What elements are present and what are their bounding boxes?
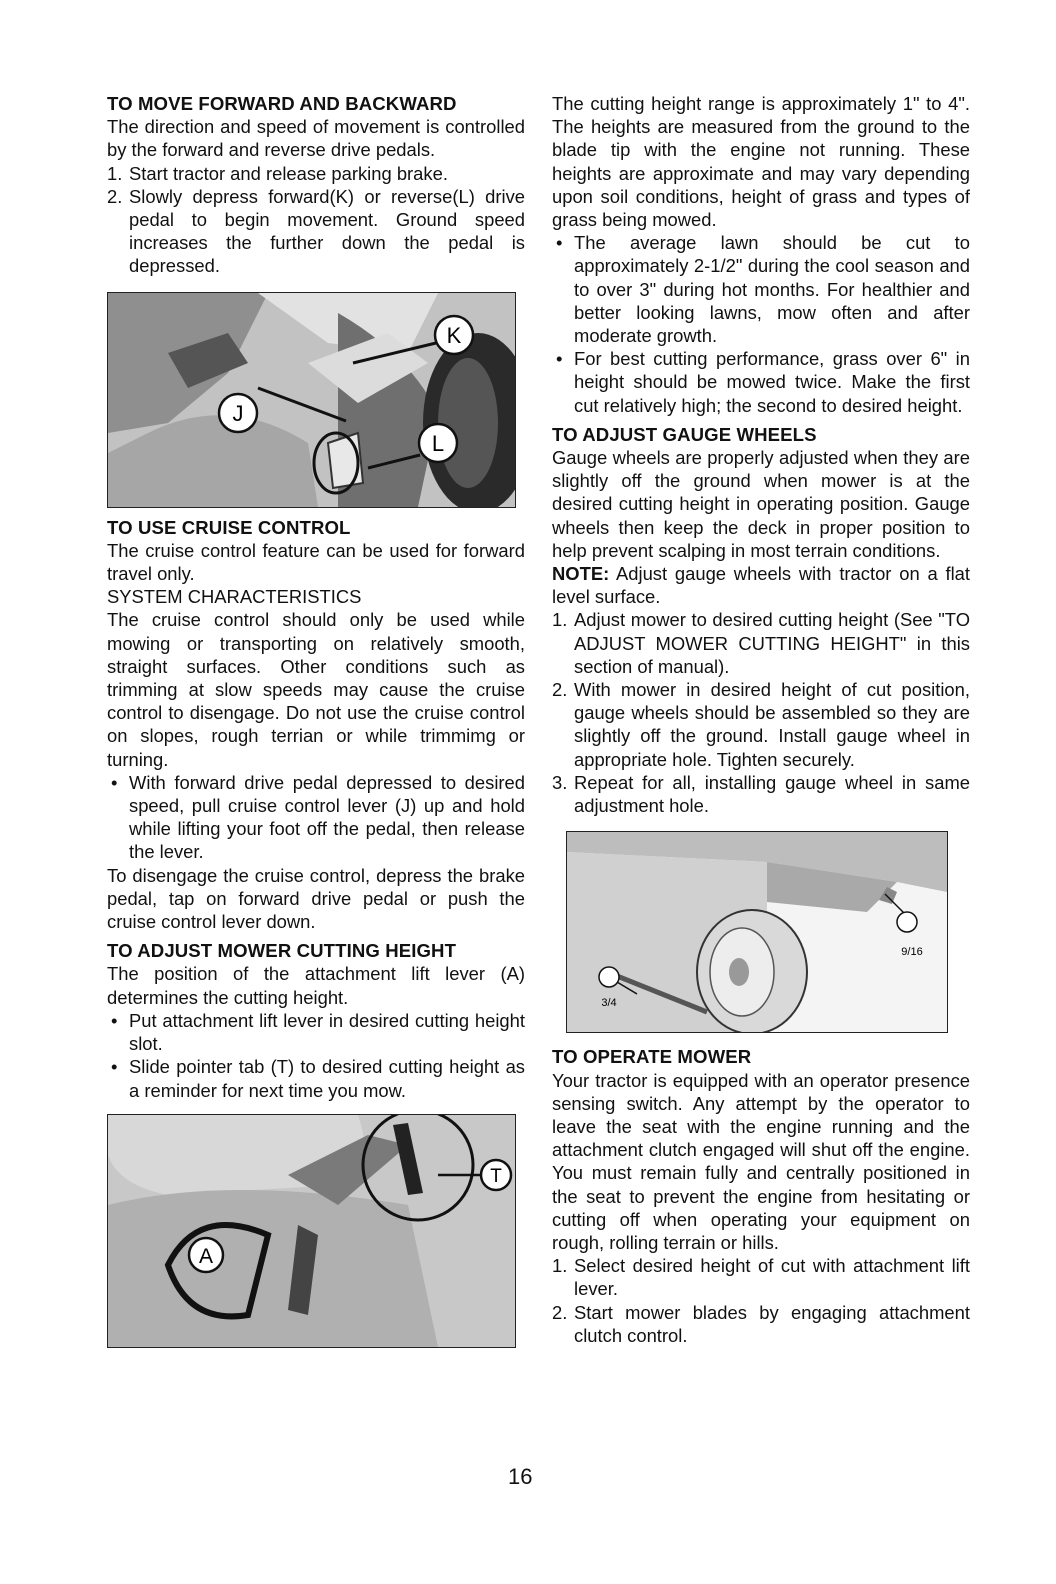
gauge-wheels-steps: [552, 608, 970, 817]
cutting-height-intro: The position of the attachment lift lever (A) determines the cutting height.: [107, 963, 525, 1008]
step-number: 2.: [552, 1301, 568, 1323]
figure-lift-lever: [107, 1114, 516, 1348]
lift-lever-illustration: [108, 1115, 515, 1347]
bullet-dot-icon: •: [556, 348, 563, 370]
bullet-text: With forward drive pedal depressed to desired speed, pull cruise control lever (J) up and hold while lifting your foot off the pedal, then release the lever.: [129, 771, 525, 863]
bullet-item: [107, 771, 525, 864]
bullet-item: [552, 347, 970, 417]
right-column: [552, 92, 970, 1347]
bullet-item: [552, 231, 970, 347]
step-text: Slowly depress forward(K) or reverse(L) drive pedal to begin movement. Ground speed increases the further down the pedal is depressed.: [129, 185, 525, 277]
step-number: 1.: [552, 1255, 568, 1277]
label-bolt-size: 3/4: [601, 997, 617, 1010]
heading-cutting-height: TO ADJUST MOWER CUTTING HEIGHT: [107, 940, 457, 962]
step-text: Start tractor and release parking brake.: [129, 162, 448, 184]
gauge-wheels-intro: Gauge wheels are properly adjusted when they are slightly off the ground when mower is at the desired cutting height in operating position. Gauge wheels then keep the deck in proper position to help prevent scalping in most terrain conditions.: [552, 447, 970, 561]
step-number: 1.: [107, 162, 123, 184]
label-j: J: [232, 400, 244, 426]
step-item: [552, 678, 970, 771]
step-text: Repeat for all, installing gauge wheel in same adjustment hole.: [574, 771, 970, 817]
step-number: 2.: [107, 185, 123, 207]
step-number: 1.: [552, 609, 568, 631]
page-number: 16: [508, 1464, 533, 1489]
step-item: [552, 1254, 970, 1300]
step-item: [552, 1301, 970, 1347]
bullet-item: [107, 1009, 525, 1055]
cutting-height-bullets: [107, 1009, 525, 1102]
mowing-tips-bullets: [552, 231, 970, 417]
note-label: NOTE:: [552, 563, 610, 585]
left-column: [107, 92, 525, 1356]
heading-operate-mower: TO OPERATE MOWER: [552, 1046, 752, 1068]
drive-pedals-illustration: [108, 293, 515, 507]
bullet-dot-icon: •: [111, 771, 118, 793]
figure-drive-pedals: [107, 292, 516, 508]
forward-backward-steps: [107, 162, 525, 278]
gauge-wheels-note: [552, 562, 970, 608]
step-number: 3.: [552, 771, 568, 793]
step-item: [552, 771, 970, 817]
operate-body: Your tractor is equipped with an operator presence sensing switch. Any attempt by the operator to leave the seat with the engine running and the attachment clutch engaged will shut off the engine. You must remain fully and centrally positioned in the seat to prevent the engine from hesitating or cutting off when operating your equipment on rough, rolling terrain or hills.: [552, 1069, 970, 1253]
system-characteristics-subheading: SYSTEM CHARACTERISTICS: [107, 586, 362, 608]
label-nut-size: 9/16: [901, 946, 923, 959]
bullet-text: Put attachment lift lever in desired cutting height slot.: [129, 1009, 525, 1055]
forward-backward-intro: The direction and speed of movement is controlled by the forward and reverse drive pedals.: [107, 116, 525, 161]
figure-gauge-wheel: [566, 831, 948, 1033]
label-t: T: [490, 1165, 502, 1187]
heading-forward-backward: TO MOVE FORWARD AND BACKWARD: [107, 93, 457, 114]
step-number: 2.: [552, 679, 568, 701]
step-item: [107, 162, 525, 185]
step-text: Select desired height of cut with attachment lift lever.: [574, 1255, 970, 1300]
operate-steps: [552, 1254, 970, 1347]
cruise-bullets: [107, 771, 525, 864]
bullet-text: For best cutting performance, grass over 6" in height should be mowed twice. Make the first cut relatively high; the second to desired height.: [574, 348, 970, 416]
label-a: A: [198, 1244, 214, 1268]
step-text: With mower in desired height of cut position, gauge wheels should be assembled so they are slightly off the ground. Install gauge wheel in appropriate hole. Tighten securely.: [574, 679, 970, 770]
cruise-intro: The cruise control feature can be used for forward travel only.: [107, 539, 525, 585]
bullet-dot-icon: •: [111, 1009, 118, 1031]
heading-cruise-control: TO USE CRUISE CONTROL: [107, 516, 351, 538]
heading-gauge-wheels: TO ADJUST GAUGE WHEELS: [552, 423, 817, 445]
cruise-disengage: To disengage the cruise control, depress the brake pedal, tap on forward drive pedal or push the cruise control lever down.: [107, 864, 525, 933]
label-k: K: [446, 322, 462, 348]
step-item: [552, 608, 970, 678]
step-item: [107, 185, 525, 278]
bullet-text: The average lawn should be cut to approximately 2-1/2" during the cool season and to over 3" during hot months. For healthier and better looking lawns, mow often and after moderate growth.: [574, 232, 970, 347]
bullet-dot-icon: •: [111, 1056, 118, 1078]
label-l: L: [431, 430, 445, 456]
gauge-wheel-illustration: [567, 832, 947, 1032]
bullet-dot-icon: •: [556, 232, 563, 254]
note-text: Adjust gauge wheels with tractor on a flat level surface.: [552, 563, 970, 608]
step-text: Adjust mower to desired cutting height (See "TO ADJUST MOWER CUTTING HEIGHT" in this section of manual).: [574, 609, 970, 677]
bullet-text: Slide pointer tab (T) to desired cutting height as a reminder for next time you mow.: [129, 1056, 525, 1101]
cutting-range-text: The cutting height range is approximately 1" to 4". The heights are measured from the ground to the blade tip with the engine not running. These heights are approximate and may vary depending upon soil conditions, height of grass and types of grass being mowed.: [552, 93, 970, 231]
bullet-item: [107, 1055, 525, 1101]
cruise-body: The cruise control should only be used while mowing or transporting on relatively smooth, straight surfaces. Other conditions such as trimming at slow speeds may cause the cruise control to disengage. Do not use the cruise control on slopes, rough terrian or while trimmimg or turning.: [107, 609, 525, 770]
step-text: Start mower blades by engaging attachment clutch control.: [574, 1301, 970, 1346]
